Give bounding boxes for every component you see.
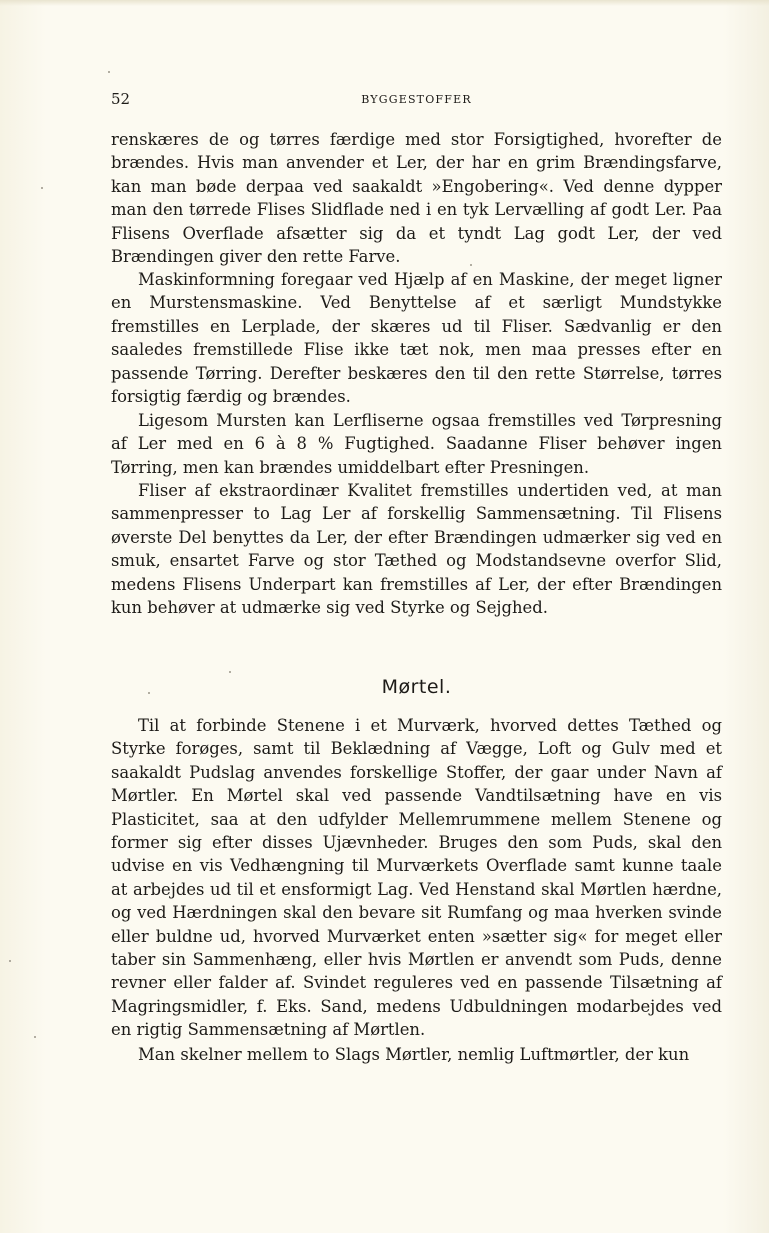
page-number: 52 [111,90,131,108]
paragraph-mortar-intro: Til at forbinde Stenene i et Murværk, hvorved dettes Tæthed og Styrke forøges, samt til Beklædning af Vægge, Loft og Gulv med et saakaldt Pudslag anvendes forskellige Stoffer, der gaar under Navn af Mørtler. En Mørtel skal ved passende Vandtilsætning have en vis Plasticitet, saa at den udfylder Mellemrummene mellem Stenene og former sig efter disses Ujævnheder. Bruges den som Puds, skal den udvise en vis Vedhængning til Murværkets Overflade samt kunne taale at arbejdes ud til et ensformigt Lag. Ved Henstand skal Mørtlen hærdne, og ved Hærdningen skal den bevare sit Rumfang og maa hverken svinde eller buldne ud, hvorved Murværket enten »sætter sig« for meget eller taber sin Sammenhæng, eller hvis Mørtlen er anvendt som Puds, denne revner eller falder af. Svindet reguleres ved en passende Tilsætning af Magringsmidler, f. Eks. Sand, medens Udbuldningen modarbejdes ved en rigtig Sammensætning af Mørtlen. [111,716,722,1040]
section-heading: Mørtel. [381,676,452,698]
paper-speck [108,71,110,73]
paper-speck [470,264,472,266]
paragraph-continued: renskæres de og tørres færdige med stor Forsigtighed, hvorefter de brændes. Hvis man anvender et Ler, der har en grim Brændingsfarve, kan man bøde derpaa ved saakaldt »Engobering«. Ved denne dypper man den tørrede Flises Slidflade ned i en tyk Lervælling af godt Ler. Paa Flisens Overflade afsætter sig da et tyndt Lag godt Ler, der ved Brændingen giver den rette Farve. [111,130,722,267]
paragraph-machine-forming: Maskinformning foregaar ved Hjælp af en Maskine, der meget ligner en Murstensmaskine. Ved Benyttelse af et særligt Mundstykke fremstilles en Lerplade, der skæres ud til Fliser. Sædvanlig er den saaledes fremstillede Flise ikke tæt nok, men maa presses efter en passende Tørring. Derefter beskæres den til den rette Størrelse, tørres forsigtig færdig og brændes. [111,270,722,407]
page-header [111,90,722,110]
paper-speck [229,671,231,673]
paper-speck [9,960,11,962]
paragraph-mortar-types: Man skelner mellem to Slags Mørtler, nemlig Luftmørtler, der kun [138,1045,690,1064]
page-edge-shadow [0,0,769,6]
paper-speck [41,187,43,189]
paragraph-dry-pressing: Ligesom Mursten kan Lerfliserne ogsaa fremstilles ved Tørpresning af Ler med en 6 à 8 % Fugtighed. Saadanne Fliser behøver ingen Tørring, men kan brændes umiddelbart efter Presningen. [111,411,722,477]
running-head: BYGGESTOFFER [361,93,472,106]
paper-speck [148,692,150,694]
paper-speck [34,1036,36,1038]
paragraph-extraordinary-tiles: Fliser af ekstraordinær Kvalitet fremstilles undertiden ved, at man sammenpresser to Lag Ler af forskellig Sammensætning. Til Flisens øverste Del benyttes da Ler, der efter Brændingen udmærker sig ved en smuk, ensartet Farve og stor Tæthed og Modstandsevne overfor Slid, medens Flisens Underpart kan fremstilles af Ler, der efter Brændingen kun behøver at udmærke sig ved Styrke og Sejghed. [111,481,722,618]
